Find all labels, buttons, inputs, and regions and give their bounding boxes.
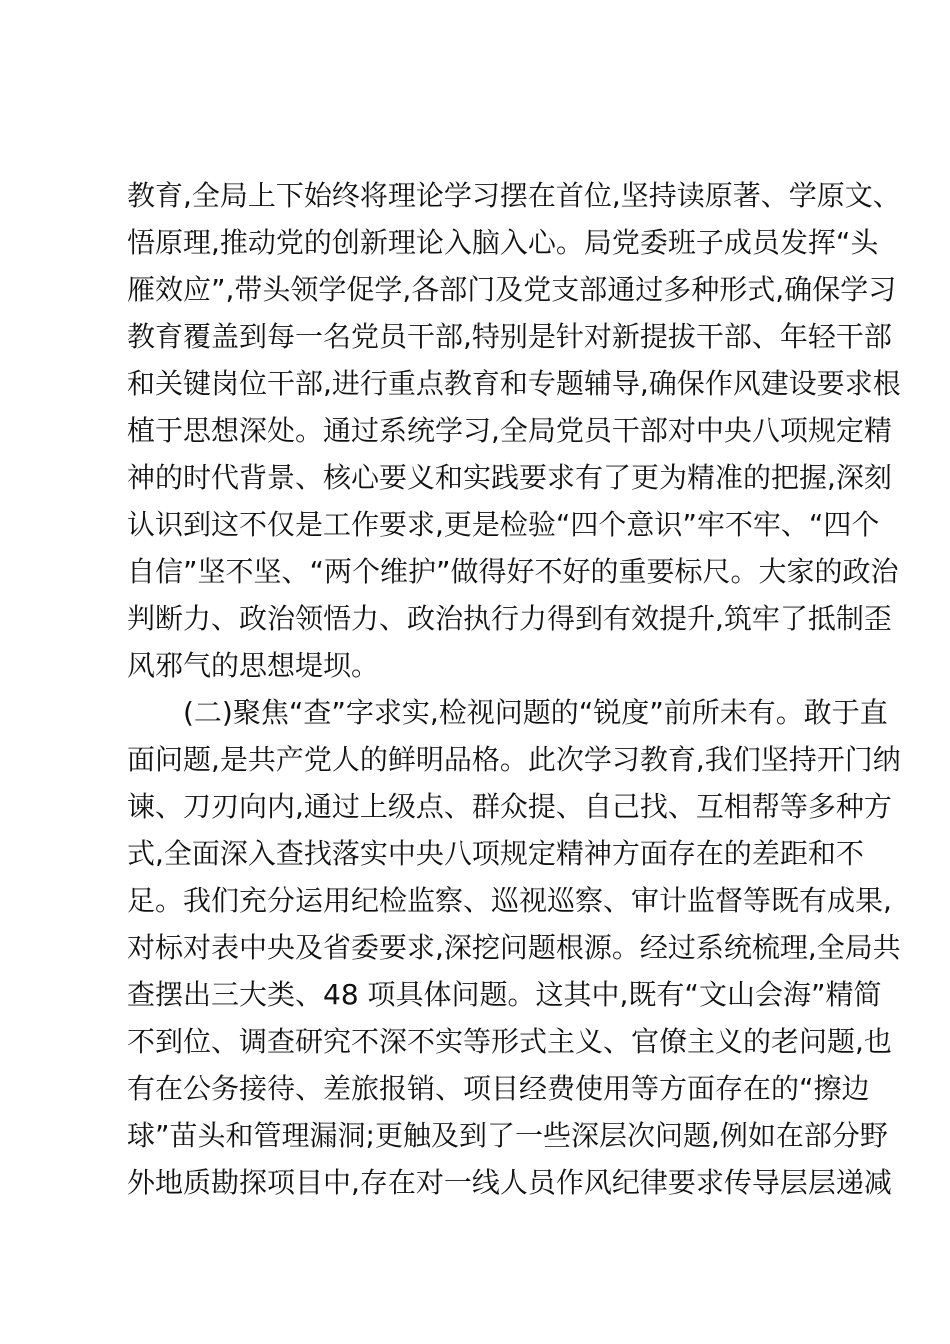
body-text — [127, 172, 901, 1206]
text-line: 自信”坚不坚、“两个维护”做得好不好的重要标尺。大家的政治 — [127, 555, 899, 588]
text-line: 足。我们充分运用纪检监察、巡视巡察、审计监督等既有成果, — [127, 884, 892, 917]
text-line: 球”苗头和管理漏洞;更触及到了一些深层次问题,例如在部分野 — [127, 1119, 888, 1152]
text-line: 式,全面深入查找落实中央八项规定精神方面存在的差距和不 — [127, 837, 864, 870]
text-line: 教育覆盖到每一名党员干部,特别是针对新提拔干部、年轻干部 — [127, 320, 892, 353]
text-line: 不到位、调查研究不深不实等形式主义、官僚主义的老问题,也 — [127, 1025, 892, 1058]
text-line: 神的时代背景、核心要义和实践要求有了更为精准的把握,深刻 — [127, 461, 892, 494]
section-heading-line: (二)聚焦“查”字求实,检视问题的“锐度”前所未有。敢于直 — [183, 696, 888, 729]
text-line: 面问题,是共产党人的鲜明品格。此次学习教育,我们坚持开门纳 — [127, 743, 901, 776]
text-line: 有在公务接待、差旅报销、项目经费使用等方面存在的“擦边 — [127, 1072, 870, 1105]
text-line: 外地质勘探项目中,存在对一线人员作风纪律要求传导层层递减 — [127, 1166, 892, 1199]
text-line: 和关键岗位干部,进行重点教育和专题辅导,确保作风建设要求根 — [127, 367, 901, 400]
text-line: 谏、刀刃向内,通过上级点、群众提、自己找、互相帮等多种方 — [127, 790, 892, 823]
text-line: 教育,全局上下始终将理论学习摆在首位,坚持读原著、学原文、 — [127, 179, 901, 212]
text-line: 判断力、政治领悟力、政治执行力得到有效提升,筑牢了抵制歪 — [127, 602, 892, 635]
text-line: 雁效应”,带头领学促学,各部门及党支部通过多种形式,确保学习 — [127, 273, 897, 306]
text-line: 认识到这不仅是工作要求,更是检验“四个意识”牢不牢、“四个 — [127, 508, 880, 541]
text-line: 对标对表中央及省委要求,深挖问题根源。经过系统梳理,全局共 — [127, 931, 901, 964]
text-line: 植于思想深处。通过系统学习,全局党员干部对中央八项规定精 — [127, 414, 892, 447]
text-line: 悟原理,推动党的创新理论入脑入心。局党委班子成员发挥“头 — [127, 226, 879, 259]
text-line: 查摆出三大类、48 项具体问题。这其中,既有“文山会海”精简 — [127, 978, 882, 1011]
text-line: 风邪气的思想堤坝。 — [127, 649, 380, 682]
